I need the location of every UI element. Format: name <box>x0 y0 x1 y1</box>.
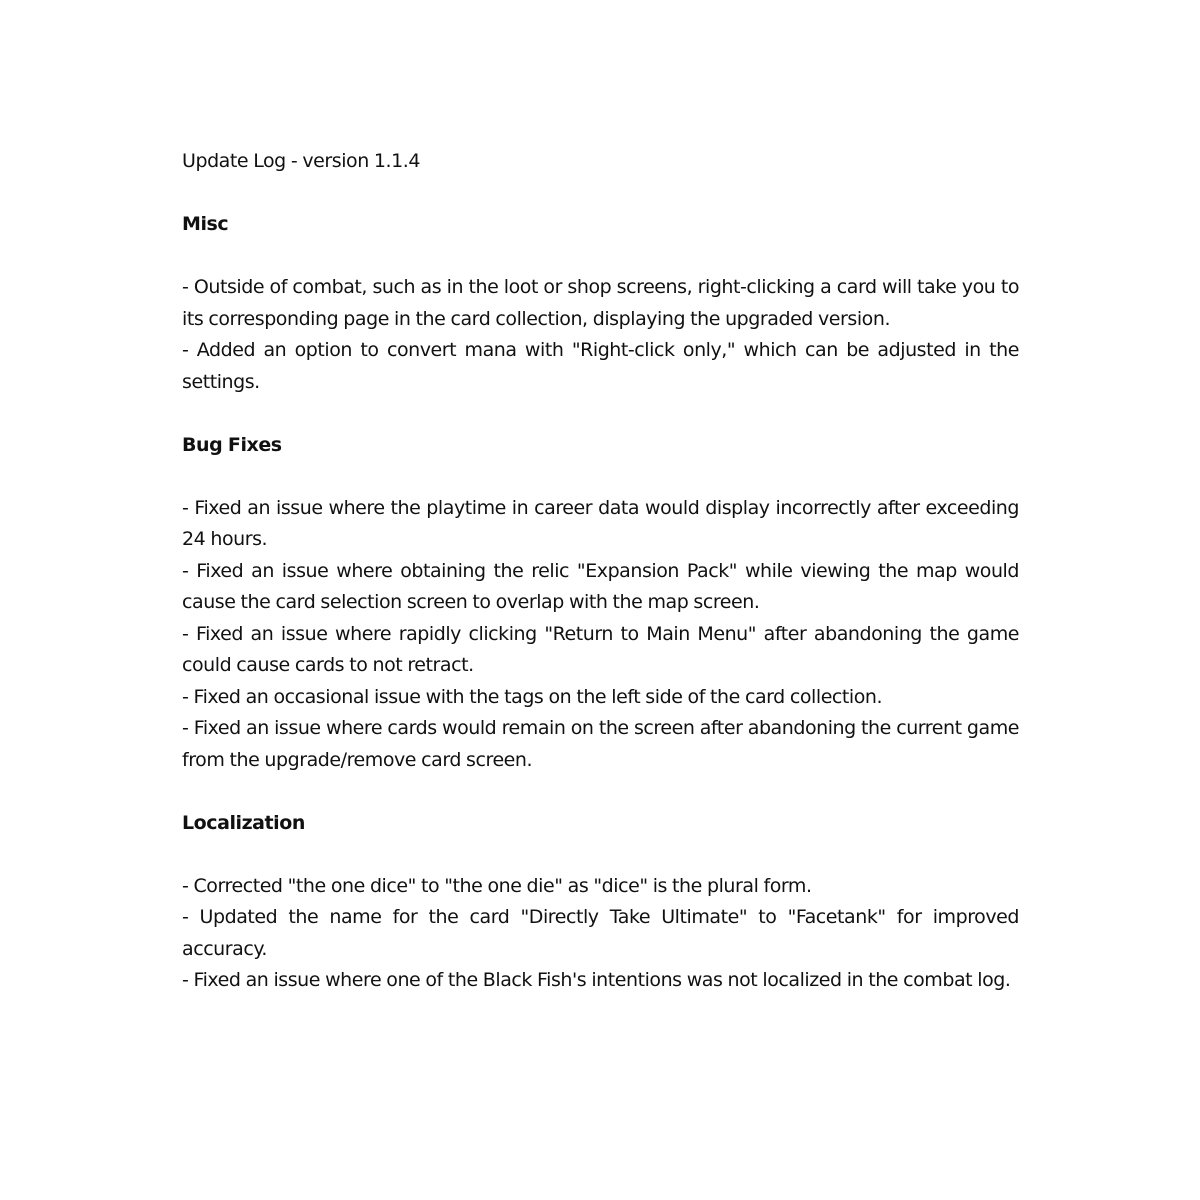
spacer <box>182 776 1019 808</box>
spacer <box>182 178 1019 210</box>
spacer <box>182 839 1019 871</box>
section-heading-localization: Localization <box>182 811 305 834</box>
section-heading-misc: Misc <box>182 213 229 235</box>
list-item: - Fixed an issue where cards would remain on the screen after abandoning the current game from the upgrade/remove card screen. <box>182 717 1019 771</box>
document-title: Update Log - version 1.1.4 <box>182 150 420 172</box>
list-item: - Fixed an issue where one of the Black Fish's intentions was not localized in the combat log. <box>182 969 1011 991</box>
update-log-document <box>182 146 1019 997</box>
spacer <box>182 398 1019 430</box>
list-item: - Fixed an issue where obtaining the relic "Expansion Pack" while viewing the map would cause the card selection screen to overlap with the map screen. <box>182 559 1019 613</box>
misc-list <box>182 272 1019 398</box>
list-item: - Fixed an issue where rapidly clicking "Return to Main Menu" after abandoning the game could cause cards to not retract. <box>182 622 1019 676</box>
list-item: - Fixed an issue where the playtime in career data would display incorrectly after exceeding 24 hours. <box>182 496 1019 550</box>
localization-list <box>182 871 1019 997</box>
list-item: - Updated the name for the card "Directly Take Ultimate" to "Facetank" for improved accuracy. <box>182 906 1019 960</box>
bug-fixes-list <box>182 493 1019 777</box>
spacer <box>182 461 1019 493</box>
list-item: - Added an option to convert mana with "Right-click only," which can be adjusted in the settings. <box>182 339 1019 393</box>
spacer <box>182 241 1019 273</box>
list-item: - Outside of combat, such as in the loot or shop screens, right-clicking a card will take you to its corresponding page in the card collection, displaying the upgraded version. <box>182 276 1019 330</box>
list-item: - Fixed an occasional issue with the tags on the left side of the card collection. <box>182 685 883 708</box>
section-heading-bug-fixes: Bug Fixes <box>182 433 282 456</box>
list-item: - Corrected "the one dice" to "the one die" as "dice" is the plural form. <box>182 874 812 897</box>
